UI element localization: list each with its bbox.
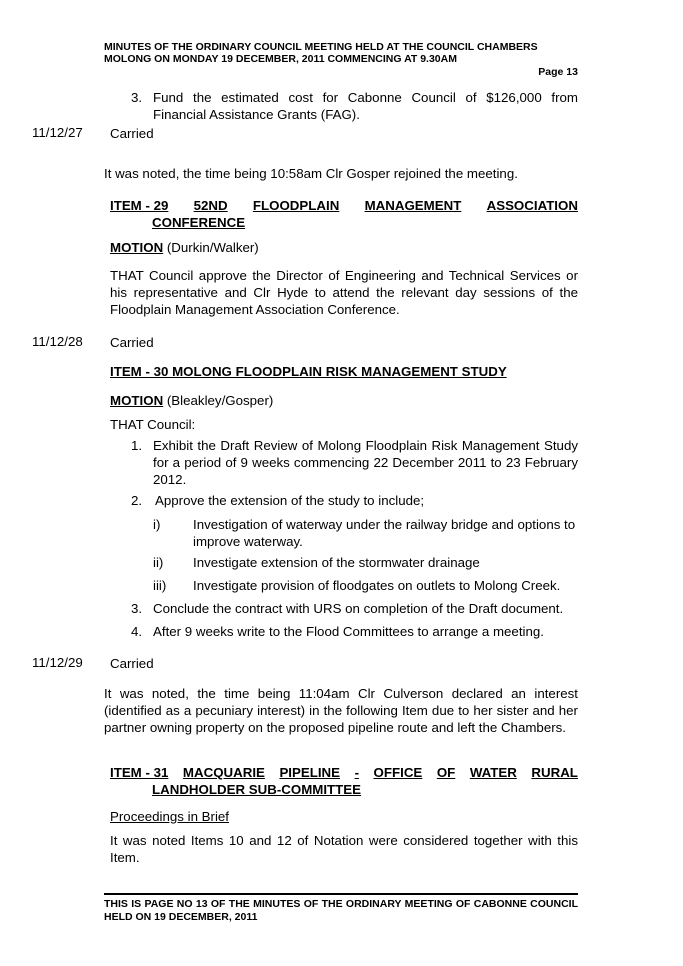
motion-movers: (Durkin/Walker) — [163, 240, 259, 255]
header-line-2: MOLONG ON MONDAY 19 DECEMBER, 2011 COMMENCING AT 9.30AM — [104, 53, 457, 65]
list-item-text: Exhibit the Draft Review of Molong Floodplain Risk Management Study for a period of 9 weeks commencing 22 December 2011 to 23 February 2012. — [153, 438, 578, 487]
item-heading: ITEM - 29 52ND FLOODPLAIN MANAGEMENT ASSOCIATION CONFERENCE — [110, 198, 578, 230]
list-number: 3. — [131, 601, 143, 616]
page-number: Page 13 — [538, 66, 578, 78]
resolution-result: Carried — [110, 656, 154, 671]
resolution-number: 11/12/29 — [32, 655, 83, 670]
meeting-note: It was noted, the time being 10:58am Clr Gosper rejoined the meeting. — [104, 166, 518, 181]
sublist-number: ii) — [153, 555, 164, 570]
list-item-text: After 9 weeks write to the Flood Committees to arrange a meeting. — [153, 624, 544, 639]
sublist-item-text: Investigate extension of the stormwater drainage — [193, 555, 480, 570]
sublist-number: iii) — [153, 578, 167, 593]
list-number: 3. — [131, 90, 143, 105]
resolution-number: 11/12/27 — [32, 125, 83, 140]
footer-rule — [104, 893, 578, 895]
motion-lead: THAT Council: — [110, 417, 196, 432]
header-line-1: MINUTES OF THE ORDINARY COUNCIL MEETING HELD AT THE COUNCIL CHAMBERS — [104, 41, 538, 53]
sublist-number: i) — [153, 517, 161, 532]
item-heading: ITEM - 31 MACQUARIE PIPELINE - OFFICE OF WATER RURAL LANDHOLDER SUB-COMMITTEE — [110, 765, 578, 797]
sublist-item-text: Investigate provision of floodgates on outlets to Molong Creek. — [193, 578, 561, 593]
motion-movers: (Bleakley/Gosper) — [163, 393, 274, 408]
sublist-item-text: Investigation of waterway under the railway bridge and options to improve waterway. — [193, 517, 576, 549]
item-heading: ITEM - 30 MOLONG FLOODPLAIN RISK MANAGEMENT STUDY — [110, 364, 507, 379]
resolution-number: 11/12/28 — [32, 334, 83, 349]
motion-body: THAT Council approve the Director of Engineering and Technical Services or his representative and Clr Hyde to attend the relevant day sessions of the Floodplain Management Association Conference. — [110, 268, 578, 317]
list-item-text: Conclude the contract with URS on completion of the Draft document. — [153, 601, 564, 616]
page-footer: THIS IS PAGE NO 13 OF THE MINUTES OF THE ORDINARY MEETING OF CABONNE COUNCIL HELD ON 19 DECEMBER, 2011 — [104, 898, 578, 923]
interest-declaration-note: It was noted, the time being 11:04am Clr Culverson declared an interest (identified as a pecuniary interest) in the following Item due to her sister and her partner owning property on the proposed pipeline route and left the Chambers. — [104, 686, 578, 735]
resolution-result: Carried — [110, 335, 154, 350]
list-number: 2. — [131, 493, 143, 508]
motion-label: MOTION — [110, 393, 164, 408]
list-item-text: Approve the extension of the study to include; — [155, 493, 425, 508]
list-item-text: Fund the estimated cost for Cabonne Council of $126,000 from Financial Assistance Grants (FAG). — [153, 90, 578, 122]
motion-label: MOTION — [110, 240, 164, 255]
proceedings-body: It was noted Items 10 and 12 of Notation were considered together with this Item. — [110, 833, 578, 865]
proceedings-heading: Proceedings in Brief — [110, 809, 229, 824]
list-number: 1. — [131, 438, 143, 453]
motion-line — [110, 393, 273, 408]
resolution-result: Carried — [110, 126, 154, 141]
motion-line — [110, 240, 259, 255]
list-number: 4. — [131, 624, 143, 639]
